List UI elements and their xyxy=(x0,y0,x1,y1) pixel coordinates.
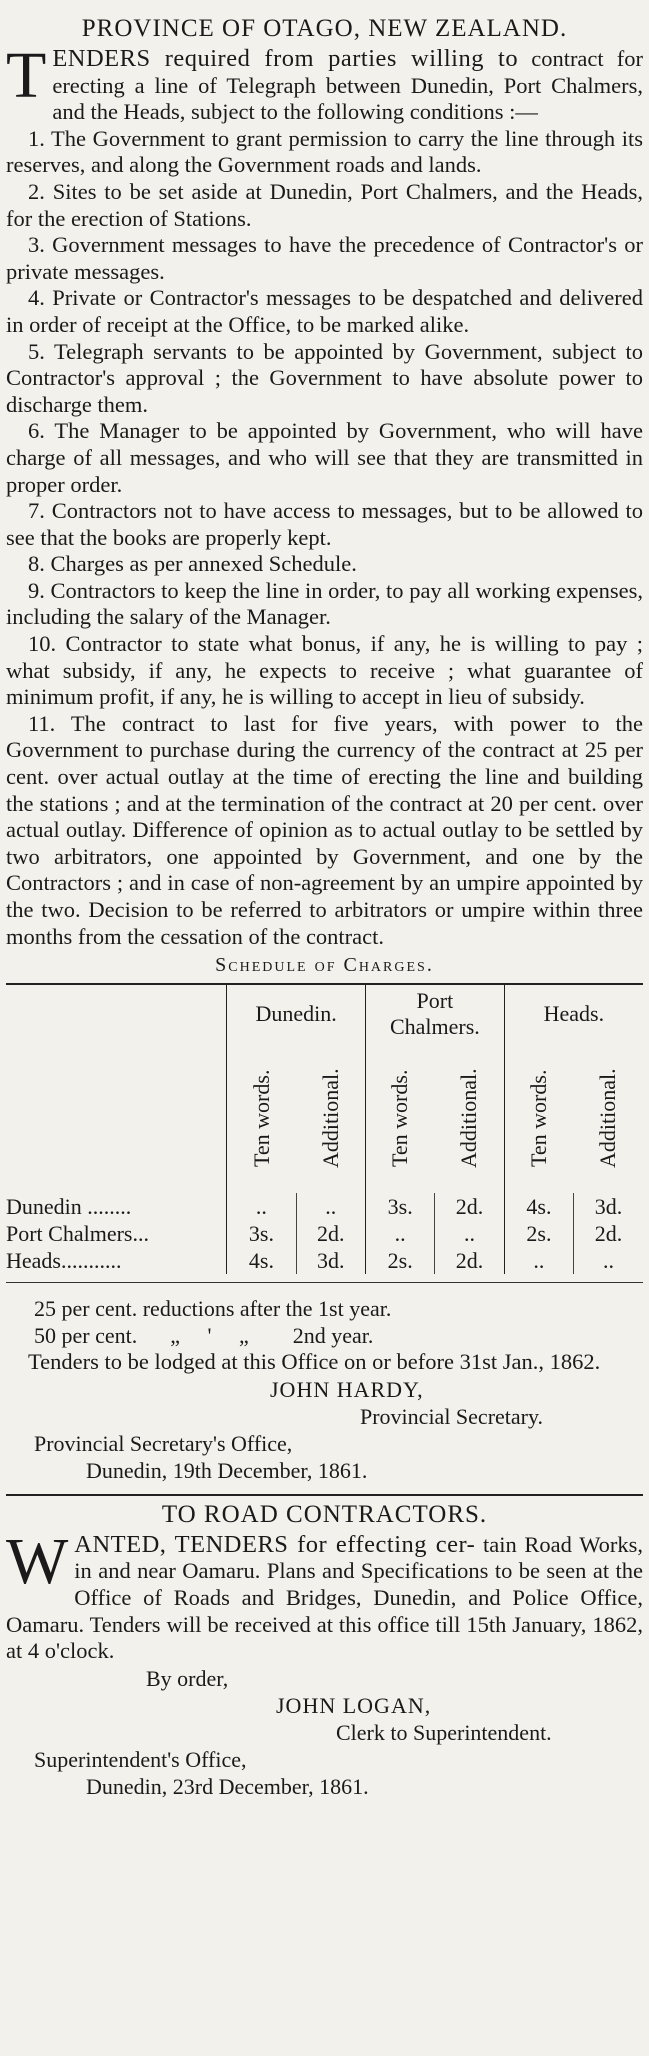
by-order: By order, xyxy=(146,1665,229,1691)
subcol-heads-additional: Additional. xyxy=(595,1068,621,1168)
cell: 3d. xyxy=(574,1193,643,1220)
schedule-table xyxy=(6,985,643,1274)
cell: 2s. xyxy=(504,1220,573,1247)
condition-7: 7. Contractors not to have access to messages, but to be allowed to see that the books are properly kept. xyxy=(6,498,643,550)
schedule-row xyxy=(6,1193,643,1220)
schedule-heading: Schedule of Charges. xyxy=(215,954,434,977)
row-label-heads: Heads........... xyxy=(6,1247,122,1273)
lodging-note: Tenders to be lodged at this Office on or before 31st Jan., 1862. xyxy=(28,1349,601,1375)
port-chalmers-line1: Port xyxy=(416,988,454,1014)
intro-lead: ENDERS required from parties willing to xyxy=(52,45,519,72)
cell: .. xyxy=(435,1220,504,1247)
notice-divider xyxy=(6,1494,643,1496)
signatory-title: Provincial Secretary. xyxy=(360,1403,544,1429)
condition-4: 4. Private or Contractor's messages to be despatched and delivered in order of receipt at the Office, to be marked alike. xyxy=(6,285,643,337)
reduction-1: 25 per cent. reductions after the 1st year. xyxy=(34,1296,392,1322)
cell: 3s. xyxy=(365,1193,434,1220)
condition-8: 8. Charges as per annexed Schedule. xyxy=(28,551,357,577)
cell: .. xyxy=(574,1247,643,1274)
schedule-group-header-row xyxy=(6,985,643,1043)
intro-paragraph xyxy=(6,39,643,126)
cell: 2s. xyxy=(365,1247,434,1274)
condition-11: 11. The contract to last for five years, with power to the Government to purchase during the currency of the contract at 25 per cent. over actual outlay at the time of erecting the line and building the stations ; and at the termination of the contract at 20 per cent. over actual outlay. Difference of opinion as to actual outlay to be settled by two arbitrators, one appointed by Government, and one by the Contractors ; and in case of non-agreement by an umpire appointed by the two. Decision to be referred to arbitrators or umpire within three months from the cessation of the contract. xyxy=(6,710,643,949)
row-label-port-chalmers: Port Chalmers... xyxy=(6,1220,149,1246)
condition-5: 5. Telegraph servants to be appointed by Government, subject to Contractor's approval ; the Government to have absolute power to discharge them. xyxy=(6,338,643,417)
column-group-heads: Heads. xyxy=(504,985,643,1043)
notice2-lead: ANTED, TENDERS for effecting cer- xyxy=(74,1530,476,1558)
cell: .. xyxy=(227,1193,296,1220)
cell: 3s. xyxy=(227,1220,296,1247)
schedule-row xyxy=(6,1220,643,1247)
condition-2: 2. Sites to be set aside at Dunedin, Port Chalmers, and the Heads, for the erection of Stations. xyxy=(6,178,643,231)
notice-heading: PROVINCE OF OTAGO, NEW ZEALAND. xyxy=(81,15,568,42)
reduction-2: 50 per cent. „ ' „ 2nd year. xyxy=(34,1323,374,1349)
cell: .. xyxy=(504,1247,573,1274)
cell: 3d. xyxy=(296,1247,365,1274)
condition-9: 9. Contractors to keep the line in order, to pay all working expenses, including the salary of the Manager. xyxy=(6,577,643,630)
schedule-bottom-rule xyxy=(6,1282,643,1283)
notice2-signatory-name: JOHN LOGAN, xyxy=(276,1692,432,1718)
date-line: Dunedin, 19th December, 1861. xyxy=(86,1457,368,1483)
intro-text: contract for erecting a line of Telegraph between Dunedin, Port Chalmers, and the Heads, subject to the following conditions :— xyxy=(52,46,643,125)
drop-cap: W xyxy=(6,1524,69,1598)
cell: 4s. xyxy=(504,1193,573,1220)
notice2-paragraph xyxy=(6,1524,644,1665)
condition-3: 3. Government messages to have the precedence of Contractor's or private messages. xyxy=(6,232,643,284)
subcol-port-chalmers-additional: Additional. xyxy=(456,1068,482,1168)
port-chalmers-line2: Chalmers. xyxy=(389,1014,480,1040)
subcol-dunedin-ten-words: Ten words. xyxy=(248,1069,274,1167)
notice2-office-line: Superintendent's Office, xyxy=(34,1746,247,1772)
cell: .. xyxy=(365,1220,434,1247)
office-line: Provincial Secretary's Office, xyxy=(34,1430,293,1456)
notice2-date-line: Dunedin, 23rd December, 1861. xyxy=(86,1773,369,1799)
cell: 2d. xyxy=(435,1193,504,1220)
cell: 2d. xyxy=(435,1247,504,1274)
schedule-corner xyxy=(6,985,227,1043)
schedule-subheader-row xyxy=(6,1043,643,1193)
notice2-text: tain Road Works, in and near Oamaru. Plans and Specifications to be seen at the Office of Roads and Bridges, Dunedin, and Police Office, Oamaru. Tenders will be received at this office till 15th January, 1862, at 4 o'clock. xyxy=(6,1531,644,1664)
cell: 2d. xyxy=(296,1220,365,1247)
reductions xyxy=(34,1295,643,1349)
column-group-port-chalmers xyxy=(365,985,504,1043)
subcol-heads-ten-words: Ten words. xyxy=(526,1069,552,1167)
schedule-row xyxy=(6,1247,643,1274)
column-group-dunedin: Dunedin. xyxy=(227,985,366,1043)
signatory-name: JOHN HARDY, xyxy=(270,1376,424,1402)
condition-1: 1. The Government to grant permission to carry the line through its reserves, and along the Government roads and lands. xyxy=(6,125,643,178)
notice2-heading: TO ROAD CONTRACTORS. xyxy=(161,1500,488,1528)
cell: .. xyxy=(296,1193,365,1220)
row-label-dunedin: Dunedin ........ xyxy=(6,1193,132,1219)
notice2-signatory-title: Clerk to Superintendent. xyxy=(336,1719,552,1745)
subcol-port-chalmers-ten-words: Ten words. xyxy=(387,1069,413,1167)
condition-10: 10. Contractor to state what bonus, if any, he is willing to pay ; what subsidy, if any, he expects to receive ; what guarantee of minimum profit, if any, he is willing to accept in lieu of subsidy. xyxy=(6,631,643,710)
condition-6: 6. The Manager to be appointed by Government, who will have charge of all messages, and who will see that they are transmitted in proper order. xyxy=(6,418,643,497)
subcol-dunedin-additional: Additional. xyxy=(317,1068,343,1168)
conditions-list xyxy=(6,126,643,950)
drop-cap: T xyxy=(6,39,47,112)
cell: 2d. xyxy=(574,1220,643,1247)
cell: 4s. xyxy=(227,1247,296,1274)
